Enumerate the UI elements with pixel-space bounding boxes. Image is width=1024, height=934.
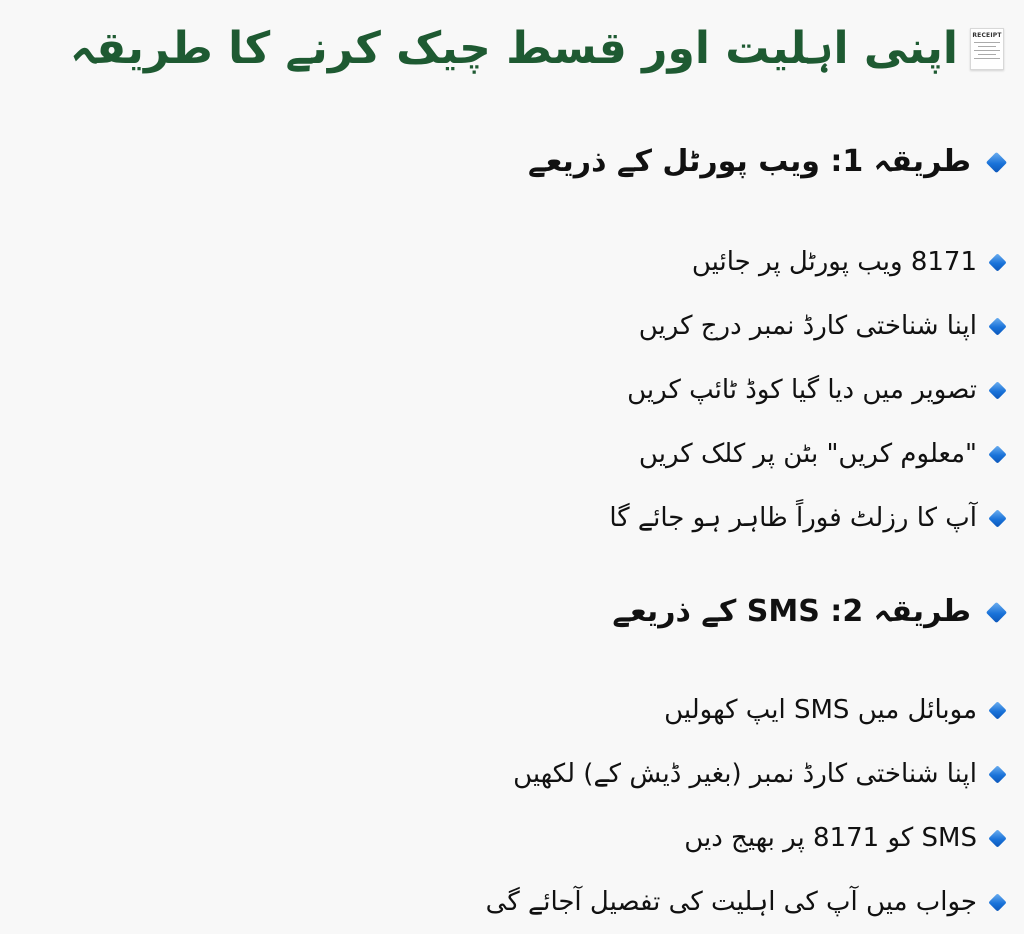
step-text: SMS کو 8171 پر بھیج دیں [684,823,977,853]
sms-steps-list [486,678,1004,934]
blue-diamond-icon [988,445,1006,463]
step-text: تصویر میں دیا گیا کوڈ ٹائپ کریں [627,375,977,405]
receipt-line [978,54,996,55]
blue-diamond-icon [988,253,1006,271]
page-header [70,14,1004,84]
step-text: جواب میں آپ کی اہلیت کی تفصیل آجائے گی [485,887,977,917]
blue-diamond-icon [988,381,1006,399]
receipt-line [974,50,1000,51]
blue-diamond-icon [988,829,1006,847]
web-portal-steps-list [609,230,1004,550]
blue-diamond-icon [988,701,1006,719]
receipt-line [974,58,1000,59]
list-item [486,678,1004,742]
list-item [486,742,1004,806]
list-item [486,870,1004,934]
list-item [609,422,1004,486]
list-item [609,486,1004,550]
section-heading-text: طریقہ 1: ویب پورٹل کے ذریعے [528,144,971,179]
blue-diamond-icon [988,509,1006,527]
receipt-icon [970,28,1004,70]
section-heading-text: طریقہ 2: SMS کے ذریعے [612,594,971,629]
blue-diamond-icon [988,317,1006,335]
list-item [609,358,1004,422]
receipt-line [974,42,1000,43]
blue-diamond-icon [988,765,1006,783]
section-heading-web-portal [528,138,1004,186]
step-text: موبائل میں SMS ایپ کھولیں [664,695,977,725]
list-item [609,294,1004,358]
step-text: آپ کا رزلٹ فوراً ظاہر ہو جائے گا [609,503,977,533]
step-text: "معلوم کریں" بٹن پر کلک کریں [638,439,977,469]
step-text: 8171 ویب پورٹل پر جائیں [691,247,977,277]
page-title: اپنی اہلیت اور قسط چیک کرنے کا طریقہ [69,23,958,74]
receipt-icon-label: RECEIPT [972,32,1002,39]
step-text: اپنا شناختی کارڈ نمبر درج کریں [638,311,977,341]
step-text: اپنا شناختی کارڈ نمبر (بغیر ڈیش کے) لکھیں [513,759,977,789]
blue-diamond-icon [986,601,1007,622]
blue-diamond-icon [988,893,1006,911]
list-item [609,230,1004,294]
receipt-line [978,46,996,47]
blue-diamond-icon [986,151,1007,172]
section-heading-sms [612,588,1004,636]
list-item [486,806,1004,870]
